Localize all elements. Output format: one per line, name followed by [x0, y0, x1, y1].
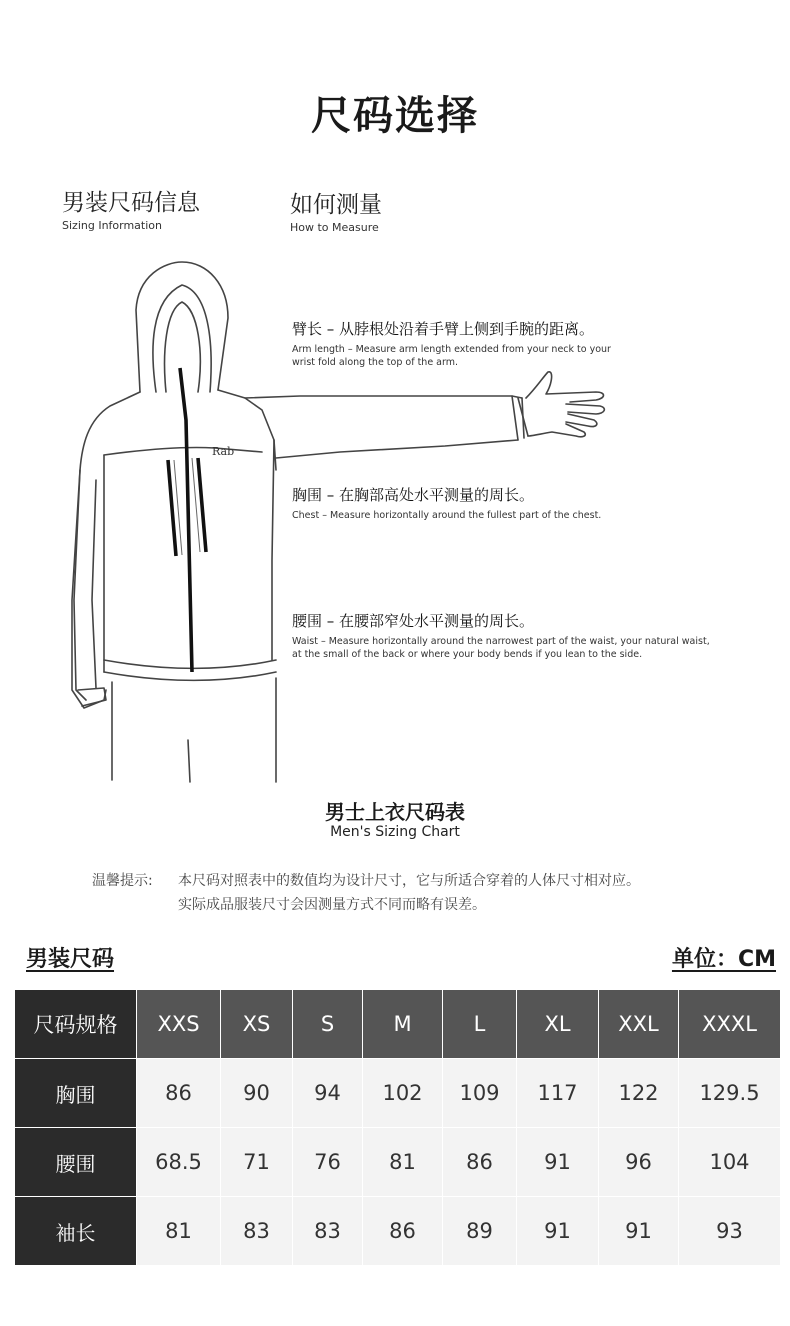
table-cell: 86: [137, 1059, 221, 1128]
table-row: [15, 1128, 781, 1197]
table-cell: 91: [517, 1197, 599, 1266]
table-cell: 122: [599, 1059, 679, 1128]
table-header-row: [15, 990, 781, 1059]
arm-length-en-1: Arm length – Measure arm length extended from your neck to your: [292, 344, 611, 355]
page-title: 尺码选择: [311, 93, 479, 139]
table-cell: 129.5: [679, 1059, 781, 1128]
header-cell: L: [443, 990, 517, 1059]
table-cell: 68.5: [137, 1128, 221, 1197]
header-cell: XXXL: [679, 990, 781, 1059]
header-cell: XS: [221, 990, 293, 1059]
how-to-measure-cn: 如何测量: [290, 192, 382, 218]
note-line-1: 本尺码对照表中的数值均为设计尺寸，它与所适合穿着的人体尺寸相对应。: [178, 873, 640, 889]
table-row: [15, 1197, 781, 1266]
measure-arm: [292, 318, 611, 369]
table-cell: 76: [293, 1128, 363, 1197]
chart-title-en: Men's Sizing Chart: [330, 824, 460, 840]
row-label: 腰围: [15, 1128, 137, 1197]
row-label: 胸围: [15, 1059, 137, 1128]
table-cell: 86: [363, 1197, 443, 1266]
chest-cn: 胸围 – 在胸部高处水平测量的周长。: [292, 486, 535, 504]
table-cell: 90: [221, 1059, 293, 1128]
waist-cn: 腰围 – 在腰部窄处水平测量的周长。: [292, 612, 535, 630]
table-cell: 93: [679, 1197, 781, 1266]
waist-en-1: Waist – Measure horizontally around the narrowest part of the waist, your natural waist,: [292, 636, 710, 647]
header-cell: 尺码规格: [15, 990, 137, 1059]
unit-label: 单位：CM: [671, 947, 776, 972]
table-cell: 109: [443, 1059, 517, 1128]
table-cell: 83: [293, 1197, 363, 1266]
note-line-2: 实际成品服装尺寸会因测量方式不同而略有误差。: [178, 897, 486, 913]
table-cell: 89: [443, 1197, 517, 1266]
brand-logo: Rab: [212, 445, 235, 458]
arm-length-cn: 臂长 – 从脖根处沿着手臂上侧到手腕的距离。: [292, 320, 595, 338]
table-cell: 83: [221, 1197, 293, 1266]
chart-title-cn: 男士上衣尺码表: [325, 800, 465, 824]
table-cell: 86: [443, 1128, 517, 1197]
header-cell: XXS: [137, 990, 221, 1059]
table-cell: 94: [293, 1059, 363, 1128]
sizing-info-cn: 男装尺码信息: [62, 190, 200, 216]
note-label: 温馨提示:: [92, 873, 153, 889]
waist-en-2: at the small of the back or where your body bends if you lean to the side.: [292, 649, 643, 660]
arm-length-en-2: wrist fold along the top of the arm.: [292, 357, 459, 368]
header-cell: XL: [517, 990, 599, 1059]
table-cell: 91: [517, 1128, 599, 1197]
table-cell: 81: [137, 1197, 221, 1266]
sizing-info-en: Sizing Information: [62, 219, 162, 232]
how-to-measure-en: How to Measure: [290, 221, 379, 234]
table-cell: 81: [363, 1128, 443, 1197]
table-cell: 117: [517, 1059, 599, 1128]
table-cell: 102: [363, 1059, 443, 1128]
table-cell: 104: [679, 1128, 781, 1197]
chest-en: Chest – Measure horizontally around the fullest part of the chest.: [292, 510, 602, 521]
table-row: [15, 1059, 781, 1128]
table-cell: 91: [599, 1197, 679, 1266]
table-title: 男装尺码: [26, 947, 115, 972]
header-cell: XXL: [599, 990, 679, 1059]
table-cell: 96: [599, 1128, 679, 1197]
size-table: [14, 989, 781, 1266]
table-cell: 71: [221, 1128, 293, 1197]
measure-chest: [292, 484, 601, 522]
row-label: 袖长: [15, 1197, 137, 1266]
header-cell: M: [363, 990, 443, 1059]
header-cell: S: [293, 990, 363, 1059]
measure-waist: [292, 610, 710, 661]
